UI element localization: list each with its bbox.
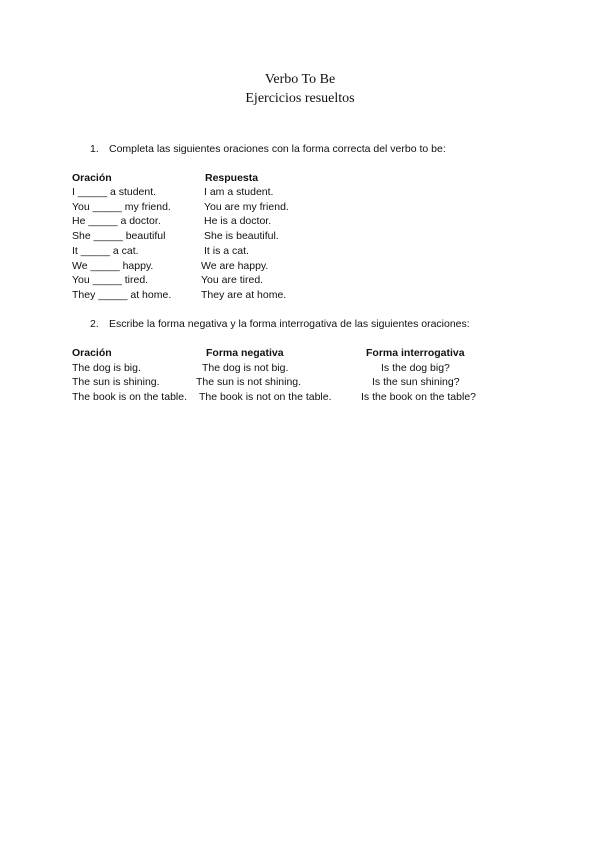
ex2-row-interrogative: Is the book on the table?: [361, 391, 477, 403]
ex1-row-sentence: You _____ my friend.: [72, 201, 171, 213]
exercise-1-number: 1.: [90, 143, 99, 155]
ex1-row-sentence: It _____ a cat.: [72, 245, 139, 257]
document-subtitle: Ejercicios resueltos: [245, 91, 355, 106]
ex1-row-sentence: I _____ a student.: [72, 186, 157, 198]
ex1-row-sentence: They _____ at home.: [72, 289, 172, 301]
ex1-row-answer: She is beautiful.: [204, 230, 279, 242]
ex2-header-sentence: Oración: [72, 347, 112, 359]
ex1-header-answer: Respuesta: [205, 172, 259, 184]
ex1-row-answer: You are tired.: [201, 274, 264, 286]
ex2-header-interrogative: Forma interrogativa: [366, 347, 465, 359]
ex1-row-sentence: You _____ tired.: [72, 274, 149, 286]
ex2-row-interrogative: Is the sun shining?: [372, 376, 460, 388]
exercise-1-text: Completa las siguientes oraciones con la forma correcta del verbo to be:: [109, 143, 446, 155]
ex2-row-sentence: The sun is shining.: [72, 376, 160, 388]
ex2-row-negative: The book is not on the table.: [199, 391, 332, 403]
ex1-row-answer: It is a cat.: [204, 245, 249, 257]
ex1-row-answer: They are at home.: [201, 289, 287, 301]
ex1-row-answer: I am a student.: [204, 186, 274, 198]
ex1-row-sentence: He _____ a doctor.: [72, 215, 161, 227]
ex2-row-sentence: The book is on the table.: [72, 391, 187, 403]
ex2-row-interrogative: Is the dog big?: [381, 362, 450, 374]
ex1-row-answer: We are happy.: [201, 260, 269, 272]
exercise-2-text: Escribe la forma negativa y la forma interrogativa de las siguientes oraciones:: [109, 318, 470, 330]
ex1-row-sentence: We _____ happy.: [72, 260, 154, 272]
document-title: Verbo To Be: [264, 72, 336, 87]
ex2-header-negative: Forma negativa: [206, 347, 284, 359]
ex2-row-negative: The sun is not shining.: [196, 376, 302, 388]
exercise-2-number: 2.: [90, 318, 99, 330]
ex2-row-negative: The dog is not big.: [202, 362, 289, 374]
ex1-row-answer: He is a doctor.: [204, 215, 272, 227]
ex1-row-sentence: She _____ beautiful: [72, 230, 166, 242]
ex1-row-answer: You are my friend.: [204, 201, 289, 213]
ex1-header-sentence: Oración: [72, 172, 112, 184]
ex2-row-sentence: The dog is big.: [72, 362, 141, 374]
